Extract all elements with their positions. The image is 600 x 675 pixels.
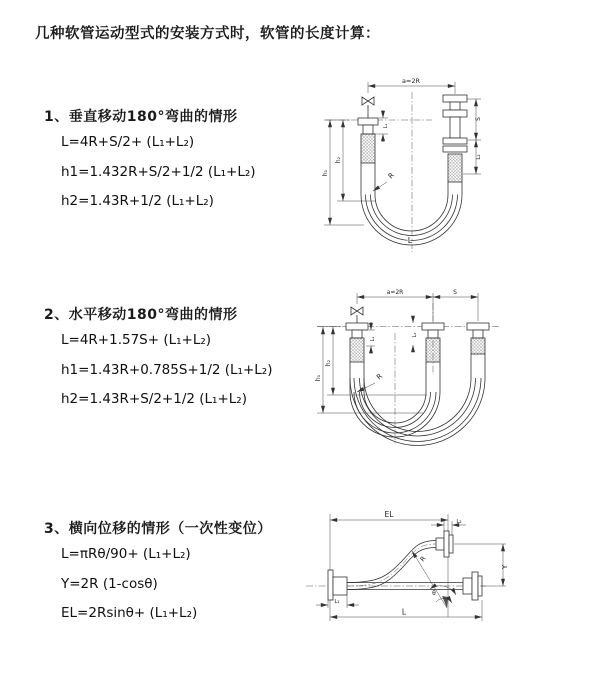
radius-label: R: [386, 171, 396, 181]
dim-label-a2r: a=2R: [386, 289, 404, 296]
upper-flange-fitting: [436, 531, 453, 557]
diagram-vertical-180: [300, 70, 535, 265]
hose-braid: [448, 154, 462, 182]
angle-theta: [412, 551, 456, 617]
section-2-formulas: [61, 326, 272, 415]
right-flange-fitting: [443, 95, 467, 182]
section-2-heading: 2、水平移动180°弯曲的情形: [44, 307, 238, 323]
dim-label-h2: h₂: [325, 359, 332, 367]
diagram-lateral-displacement: [300, 498, 580, 643]
dimension-el: [330, 510, 448, 570]
dim-label-l2: L₂: [412, 332, 418, 338]
section-1-formula-2: h1=1.432R+S/2+1/2 (L₁+L₂): [61, 163, 256, 180]
dimension-l1: [374, 110, 389, 142]
section-3-heading: 3、横向位移的情形（一次性变位）: [44, 521, 272, 537]
dimension-l1: [316, 595, 359, 608]
section-3-formula-3: EL=2Rsinθ+ (L₁+L₂): [61, 605, 198, 621]
dimension-l2: [412, 316, 418, 352]
section-3-formulas: [61, 540, 197, 629]
section-3-formula-1: L=πRθ/90+ (L₁+L₂): [61, 546, 191, 562]
dim-label-h1: h₁: [315, 374, 322, 382]
section-2-formula-2: h1=1.43R+0.785S+1/2 (L₁+L₂): [61, 361, 273, 378]
radius-callout: [373, 171, 396, 191]
dimension-l: [330, 600, 482, 621]
right-flange-fitting: [463, 572, 482, 600]
dim-label-l1: L₁: [370, 336, 376, 342]
document-title: 几种软管运动型式的安装方式时，软管的长度计算：: [35, 26, 380, 42]
dim-label-h1: h₁: [322, 169, 329, 177]
dim-label-l2: L₂: [456, 519, 462, 525]
section-1-formulas: [61, 128, 256, 217]
hose-u-bend: [361, 163, 462, 245]
section-2-formula-1: L=4R+1.57S+ (L₁+L₂): [61, 332, 212, 348]
theta-label: θ: [432, 590, 436, 597]
hose-braid: [361, 134, 375, 163]
section-1-heading: 1、垂直移动180°弯曲的情形: [44, 109, 238, 125]
dimension-a2r: [357, 289, 478, 321]
dim-label-a2r: a=2R: [401, 77, 421, 85]
left-flange-fitting: [328, 570, 347, 600]
radius-label: R: [375, 372, 385, 382]
right-flange-fitting: [467, 323, 489, 354]
dimension-a2r: [368, 77, 455, 94]
y-label: Y: [501, 564, 509, 570]
length-label: L: [401, 607, 407, 617]
dim-label-s: S: [453, 289, 457, 296]
valve-icon: [351, 307, 363, 323]
dim-label-l2: L₂: [476, 154, 482, 160]
length-label: L: [407, 236, 413, 245]
radius-label: R: [418, 554, 428, 564]
hose-u-bend-position2: [350, 354, 485, 445]
section-1-formula-3: h2=1.43R+1/2 (L₁+L₂): [61, 193, 214, 209]
left-flange-fitting: [358, 118, 378, 163]
section-1-formula-1: L=4R+S/2+ (L₁+L₂): [61, 134, 195, 150]
radius-callout: [357, 372, 384, 392]
left-flange-fitting: [346, 323, 368, 362]
dim-label-l1: L₁: [383, 123, 389, 129]
valve-icon: [362, 97, 374, 118]
section-2-formula-3: h2=1.43R+S/2+1/2 (L₁+L₂): [61, 391, 247, 407]
dim-label-h2: h₂: [335, 156, 342, 164]
el-label: EL: [384, 510, 394, 519]
middle-flange-fitting: [422, 323, 444, 362]
diagram-horizontal-180: [305, 283, 555, 453]
radius-callout: [419, 554, 428, 563]
section-3-formula-2: Y=2R (1-cosθ): [61, 575, 158, 592]
dim-label-s: S: [475, 117, 482, 121]
dim-label-l1: L₁: [334, 599, 340, 605]
